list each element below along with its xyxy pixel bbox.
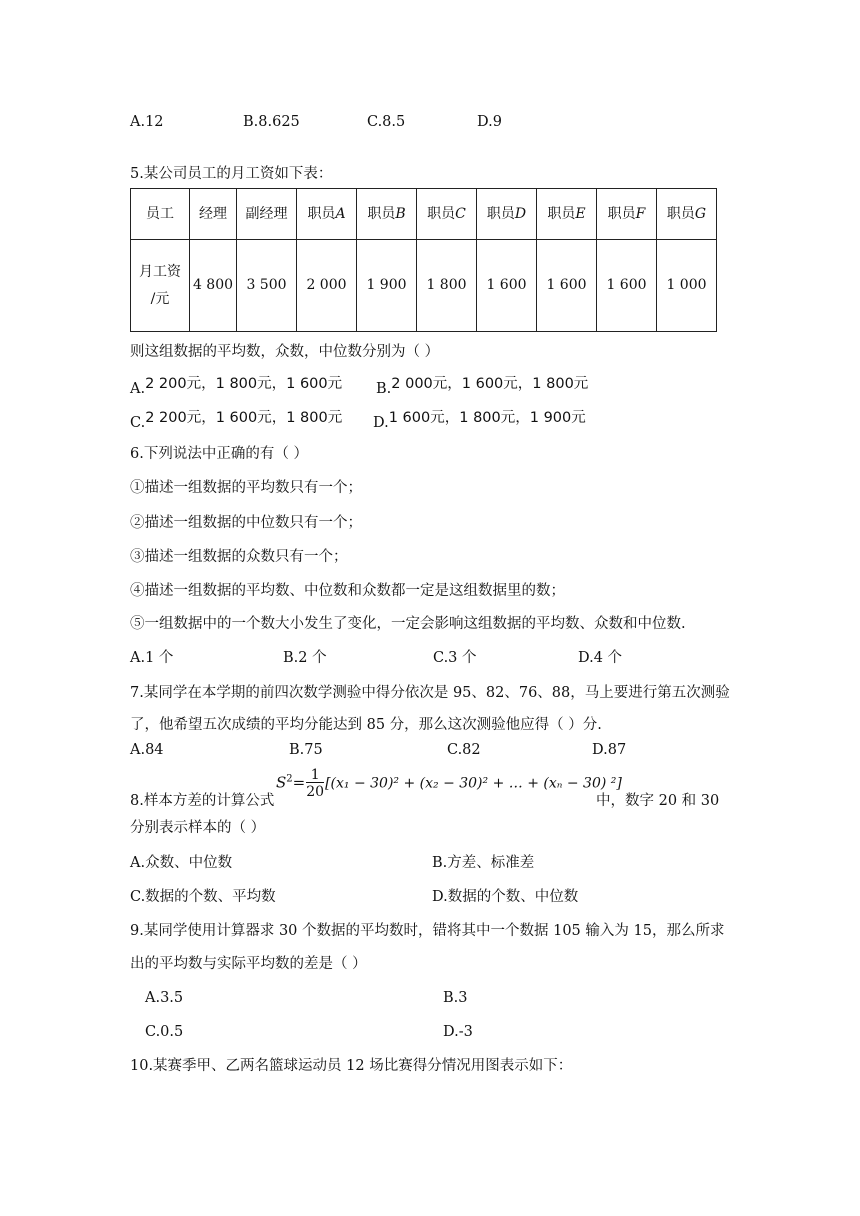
option-text: 1 600元，1 800元，1 900元 [388,410,586,426]
formula-fraction [306,768,324,799]
variable-f: F [635,205,646,222]
table-cell [477,189,537,240]
cell-text: 职员 [547,205,576,222]
table-row [131,189,717,240]
q6-statement-2: ②描述一组数据的中位数只有一个； [130,515,362,531]
option-text: 2 200元，1 800元，1 600元 [145,376,343,392]
q4-option-d: D.9 [477,114,502,130]
formula-body: [(x₁ − 30)² + (x₂ − 30)² + … + (xₙ − 30) ²] [325,775,622,792]
table-cell [357,189,417,240]
q5-option-a [130,376,343,397]
variable-d: D [514,205,527,222]
q8-option-c: C.数据的个数、平均数 [130,889,276,905]
variable-e: E [575,205,586,222]
cell-text: 职员 [666,205,695,222]
table-cell [597,189,657,240]
q5-option-b [376,376,589,397]
q6-statement-5: ⑤一组数据中的一个数大小发生了变化，一定会影响这组数据的平均数、众数和中位数. [130,616,686,632]
q8-suffix: 中，数字 20 和 30 [596,793,720,809]
formula-symbol: S [276,773,287,792]
q6-option-a: A.1 个 [130,650,174,666]
cell-text: 职员 [367,205,396,222]
table-cell: 1 900 [357,240,417,332]
cell-text: 月工资 [139,263,181,280]
formula-exponent: 2 [286,773,293,785]
q9-option-b: B.3 [443,990,468,1006]
q6-stem: 6.下列说法中正确的有（ ） [130,446,308,462]
q7-line-2: 了，他希望五次成绩的平均分能达到 85 分，那么这次测验他应得（ ）分. [130,717,602,733]
option-label: B. [376,381,392,397]
q5-option-c [130,410,343,431]
table-cell: 1 600 [477,240,537,332]
q4-option-c: C.8.5 [367,114,406,130]
table-cell: 1 600 [537,240,597,332]
q8-prefix: 8.样本方差的计算公式 [130,793,275,809]
option-label: A. [130,381,146,397]
table-cell: 3 500 [237,240,297,332]
table-cell [537,189,597,240]
fraction-denominator: 20 [306,784,325,800]
q8-line-2: 分别表示样本的（ ） [130,820,266,836]
table-cell: 经理 [190,189,237,240]
q6-option-c: C.3 个 [433,650,477,666]
q6-option-d: D.4 个 [578,650,623,666]
q7-option-c: C.82 [447,742,481,758]
table-cell: 1 000 [657,240,717,332]
option-text: 2 200元，1 600元，1 800元 [145,410,343,426]
table-cell: 1 800 [417,240,477,332]
q7-option-b: B.75 [289,742,323,758]
q8-option-a: A.众数、中位数 [130,855,233,871]
variable-c: C [455,205,466,222]
q9-option-d: D.-3 [443,1024,473,1040]
variance-formula [276,768,622,799]
q4-option-a: A.12 [130,114,164,130]
cell-text: 职员 [486,205,515,222]
q7-option-a: A.84 [130,742,164,758]
q7-line-1: 7.某同学在本学期的前四次数学测验中得分依次是 95、82、76、88，马上要进行第五次测验 [130,685,730,701]
q7-option-d: D.87 [592,742,627,758]
cell-text: 职员 [427,205,456,222]
q9-option-a: A.3.5 [145,990,184,1006]
salary-table [130,188,717,332]
cell-text: 职员 [607,205,636,222]
cell-text: 职员 [307,205,336,222]
table-cell [131,240,190,332]
q5-option-d [373,410,586,431]
formula-equals: = [292,773,306,792]
option-label: C. [130,415,146,431]
option-text: 2 000元，1 600元，1 800元 [391,376,589,392]
table-cell: 副经理 [237,189,297,240]
variable-a: A [335,205,346,222]
table-cell: 4 800 [190,240,237,332]
q4-option-b: B.8.625 [243,114,300,130]
table-row [131,240,717,332]
q8-option-b: B.方差、标准差 [432,855,535,871]
q6-statement-4: ④描述一组数据的平均数、中位数和众数都一定是这组数据里的数； [130,583,565,599]
table-cell: 2 000 [297,240,357,332]
table-cell [657,189,717,240]
table-cell [297,189,357,240]
table-cell: 1 600 [597,240,657,332]
q6-statement-1: ①描述一组数据的平均数只有一个； [130,480,362,496]
variable-b: B [395,205,406,222]
q6-option-b: B.2 个 [283,650,327,666]
q10-stem: 10.某赛季甲、乙两名篮球运动员 12 场比赛得分情况用图表示如下： [130,1058,573,1074]
variable-g: G [694,205,707,222]
table-cell [417,189,477,240]
q9-line-2: 出的平均数与实际平均数的差是（ ） [130,956,367,972]
table-cell: 员工 [131,189,190,240]
q9-line-1: 9.某同学使用计算器求 30 个数据的平均数时，错将其中一个数据 105 输入为 15，那么所求 [130,923,725,939]
q8-option-d: D.数据的个数、中位数 [432,889,579,905]
q6-statement-3: ③描述一组数据的众数只有一个； [130,549,348,565]
q5-question: 则这组数据的平均数，众数，中位数分别为（ ） [130,344,440,360]
cell-text: /元 [150,290,170,307]
q5-stem: 5.某公司员工的月工资如下表： [130,166,333,182]
q9-option-c: C.0.5 [145,1024,184,1040]
fraction-numerator: 1 [306,768,324,783]
option-label: D. [373,415,389,431]
